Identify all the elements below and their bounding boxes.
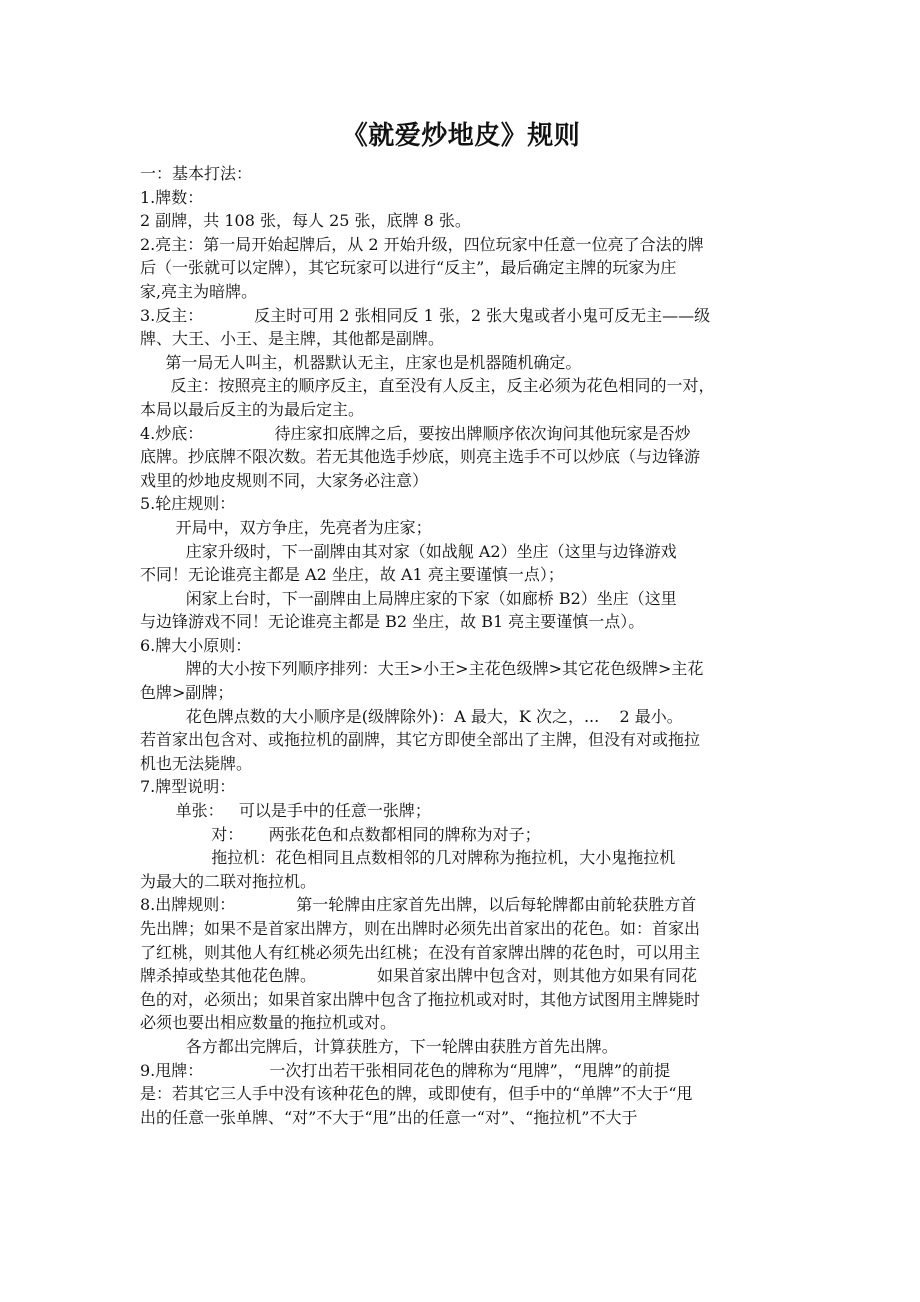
text-line: 必须也要出相应数量的拖拉机或对。 xyxy=(140,1013,397,1033)
text-line: 2.亮主：第一局开始起牌后，从 2 开始升级，四位玩家中任意一位亮了合法的牌 xyxy=(140,234,704,254)
text-line: 1.牌数： xyxy=(140,187,204,207)
document-body xyxy=(140,162,782,1129)
text-line: 家,亮主为暗牌。 xyxy=(140,281,258,301)
text-line: 牌的大小按下列顺序排列：大王>小王>主花色级牌>其它花色级牌>主花 xyxy=(140,659,704,679)
text-line: 拖拉机：花色相同且点数相邻的几对牌称为拖拉机，大小鬼拖拉机 xyxy=(140,848,676,868)
text-line: 出的任意一张单牌、“对”不大于“甩”出的任意一“对”、“拖拉机”不大于 xyxy=(140,1107,638,1127)
text-line: 花色牌点数的大小顺序是(级牌除外)：A 最大，K 次之，... 2 最小。 xyxy=(140,706,683,726)
text-line: 7.牌型说明： xyxy=(140,777,236,797)
text-line: 戏里的炒地皮规则不同，大家务必注意） xyxy=(140,470,429,490)
text-line: 若首家出包含对、或拖拉机的副牌，其它方即使全部出了主牌，但没有对或拖拉 xyxy=(140,730,701,750)
text-line: 庄家升级时，下一副牌由其对家（如战舰 A2）坐庄（这里与边锋游戏 xyxy=(140,541,677,561)
document-page xyxy=(140,118,782,1129)
text-line: 第一局无人叫主，机器默认无主，庄家也是机器随机确定。 xyxy=(140,352,582,372)
text-line: 先出牌；如果不是首家出牌方，则在出牌时必须先出首家出的花色。如：首家出 xyxy=(140,919,701,938)
text-line: 6.牌大小原则： xyxy=(140,635,252,655)
text-line: 闲家上台时，下一副牌由上局牌庄家的下家（如廊桥 B2）坐庄（这里 xyxy=(140,588,677,608)
text-line: 反主：按照亮主的顺序反主，直至没有人反主，反主必须为花色相同的一对， xyxy=(140,376,715,396)
text-line: 各方都出完牌后，计算获胜方，下一轮牌由获胜方首先出牌。 xyxy=(140,1036,618,1056)
text-line: 机也无法毙牌。 xyxy=(140,753,253,773)
text-line: 本局以最后反主的为最后定主。 xyxy=(140,399,365,419)
text-line: 为最大的二联对拖拉机。 xyxy=(140,871,317,891)
text-line: 8.出牌规则： 第一轮牌由庄家首先出牌，以后每轮牌都由前轮获胜方首 xyxy=(140,895,697,915)
text-line: 不同！无论谁亮主都是 A2 坐庄，故 A1 亮主要谨慎一点）； xyxy=(140,565,564,585)
text-line: 5.轮庄规则： xyxy=(140,494,236,514)
text-line: 9.甩牌： 一次打出若干张相同花色的牌称为“甩牌”，“甩牌”的前提 xyxy=(140,1060,671,1080)
text-line: 色的对，必须出；如果首家出牌中包含了拖拉机或对时，其他方试图用主牌毙时 xyxy=(140,989,701,1009)
text-line: 牌、大王、小王、是主牌，其他都是副牌。 xyxy=(140,329,445,349)
text-line: 了红桃，则其他人有红桃必须先出红桃；在没有首家牌出牌的花色时，可以用主 xyxy=(140,942,701,962)
document-title: 《就爱炒地皮》规则 xyxy=(341,121,581,151)
text-line: 开局中，双方争庄，先亮者为庄家； xyxy=(140,517,432,537)
text-line: 是：若其它三人手中没有该种花色的牌，或即使有，但手中的“单牌”不大于“甩 xyxy=(140,1084,693,1104)
text-line: 牌杀掉或垫其他花色牌。 如果首家出牌中包含对，则其他方如果有同花 xyxy=(140,966,698,986)
text-line: 4.炒底： 待庄家扣底牌之后，要按出牌顺序依次询问其他玩家是否炒 xyxy=(140,423,691,443)
text-line: 后（一张就可以定牌），其它玩家可以进行“反主”，最后确定主牌的玩家为庄 xyxy=(140,258,677,278)
text-line: 对： 两张花色和点数都相同的牌称为对子； xyxy=(140,824,541,844)
text-line: 单张： 可以是手中的任意一张牌； xyxy=(140,801,431,821)
text-line: 2 副牌，共 108 张，每人 25 张，底牌 8 张。 xyxy=(140,211,471,231)
text-line: 色牌>副牌； xyxy=(140,683,234,703)
text-line: 底牌。抄底牌不限次数。若无其他选手炒底，则亮主选手不可以炒底（与边锋游 xyxy=(140,447,701,467)
text-line: 与边锋游戏不同！无论谁亮主都是 B2 坐庄，故 B1 亮主要谨慎一点）。 xyxy=(140,612,645,632)
text-line: 3.反主： 反主时可用 2 张相同反 1 张，2 张大鬼或者小鬼可反无主——级 xyxy=(140,305,711,325)
text-line: 一：基本打法： xyxy=(140,164,253,183)
